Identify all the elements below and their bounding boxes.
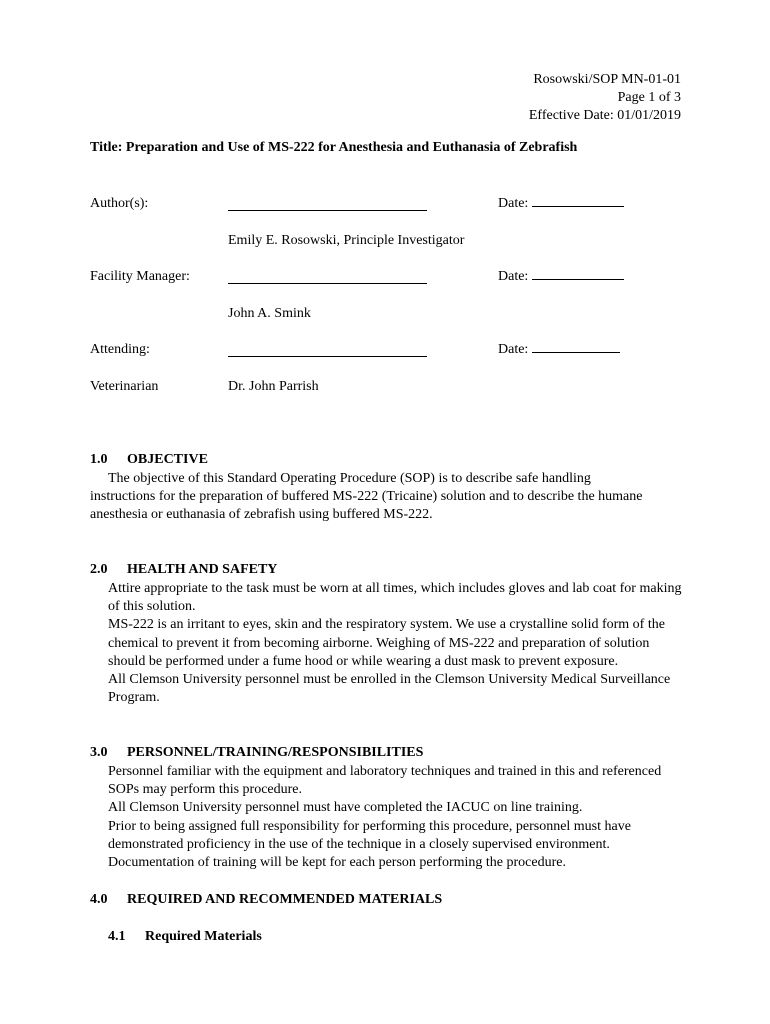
facility-manager-label: Facility Manager: <box>90 269 190 284</box>
veterinarian-label: Veterinarian <box>90 379 159 394</box>
veterinarian-name: Dr. John Parrish <box>228 379 319 394</box>
health-safety-text <box>108 580 688 707</box>
authors-label: Author(s): <box>90 196 149 211</box>
signature-row-authors <box>90 196 690 216</box>
subsection-title: Required Materials <box>145 929 262 944</box>
personnel-paragraph: Documentation of training will be kept for each person performing the procedure. <box>108 855 566 871</box>
subsection-number: 4.1 <box>108 929 126 944</box>
page-number: Page 1 of 3 <box>617 90 681 105</box>
section-heading-objective <box>90 452 208 468</box>
facility-manager-date <box>498 269 624 285</box>
section-number: 2.0 <box>90 562 108 577</box>
signature-row-veterinarian <box>90 379 690 399</box>
personnel-paragraph: Prior to being assigned full responsibility for performing this procedure, personnel must have demonstrated proficiency in the use of the technique in a closely supervised environment. <box>108 818 631 852</box>
signature-row-attending <box>90 342 690 362</box>
attending-label: Attending: <box>90 342 150 357</box>
section-number: 4.0 <box>90 892 108 907</box>
authors-signature-line <box>228 210 427 211</box>
section-heading-personnel <box>90 745 423 761</box>
facility-manager-signature-line <box>228 283 427 284</box>
attending-date <box>498 342 620 358</box>
date-line <box>532 206 624 207</box>
section-title: HEALTH AND SAFETY <box>127 562 278 577</box>
date-label: Date: <box>498 342 529 357</box>
section-title: REQUIRED AND RECOMMENDED MATERIALS <box>127 892 443 907</box>
authors-name: Emily E. Rosowski, Principle Investigator <box>228 233 465 248</box>
attending-signature-line <box>228 356 427 357</box>
subsection-heading-required-materials <box>108 929 262 945</box>
facility-manager-name: John A. Smink <box>228 306 311 321</box>
signature-row-facility-manager <box>90 269 690 289</box>
health-safety-paragraph: All Clemson University personnel must be enrolled in the Clemson University Medical Surveillance Program. <box>108 672 671 706</box>
effective-date: Effective Date: 01/01/2019 <box>528 108 681 123</box>
section-title: PERSONNEL/TRAINING/RESPONSIBILITIES <box>127 745 424 760</box>
date-line <box>532 352 620 353</box>
section-number: 1.0 <box>90 452 108 467</box>
section-number: 3.0 <box>90 745 108 760</box>
authors-date <box>498 196 624 212</box>
health-safety-paragraph: Attire appropriate to the task must be worn at all times, which includes gloves and lab coat for making of this solution. <box>108 581 682 615</box>
section-heading-materials <box>90 892 442 908</box>
date-label: Date: <box>498 196 529 211</box>
health-safety-paragraph: MS-222 is an irritant to eyes, skin and the respiratory system. We use a crystalline solid form of the chemical to prevent it from becoming airborne. Weighing of MS-222 and preparation of solution should be performed under a fume hood or while wearing a dust mask to prevent exposure. <box>108 617 665 669</box>
date-label: Date: <box>498 269 529 284</box>
document-header <box>529 71 681 125</box>
date-line <box>532 279 624 280</box>
objective-text: The objective of this Standard Operating Procedure (SOP) is to describe safe handling instructions for the preparation of buffered MS-222 (Tricaine) solution and to describe the humane anesthesia or euthanasia of zebrafish using buffered MS-222. <box>90 471 643 523</box>
personnel-paragraph: All Clemson University personnel must have completed the IACUC on line training. <box>108 800 583 816</box>
doc-id: Rosowski/SOP MN-01-01 <box>533 72 681 87</box>
personnel-text <box>108 763 688 872</box>
section-title: OBJECTIVE <box>127 452 208 467</box>
document-title: Title: Preparation and Use of MS-222 for Anesthesia and Euthanasia of Zebrafish <box>90 140 578 155</box>
section-heading-health-safety <box>90 562 277 578</box>
personnel-paragraph: Personnel familiar with the equipment and laboratory techniques and trained in this and referenced SOPs may perform this procedure. <box>108 764 662 798</box>
